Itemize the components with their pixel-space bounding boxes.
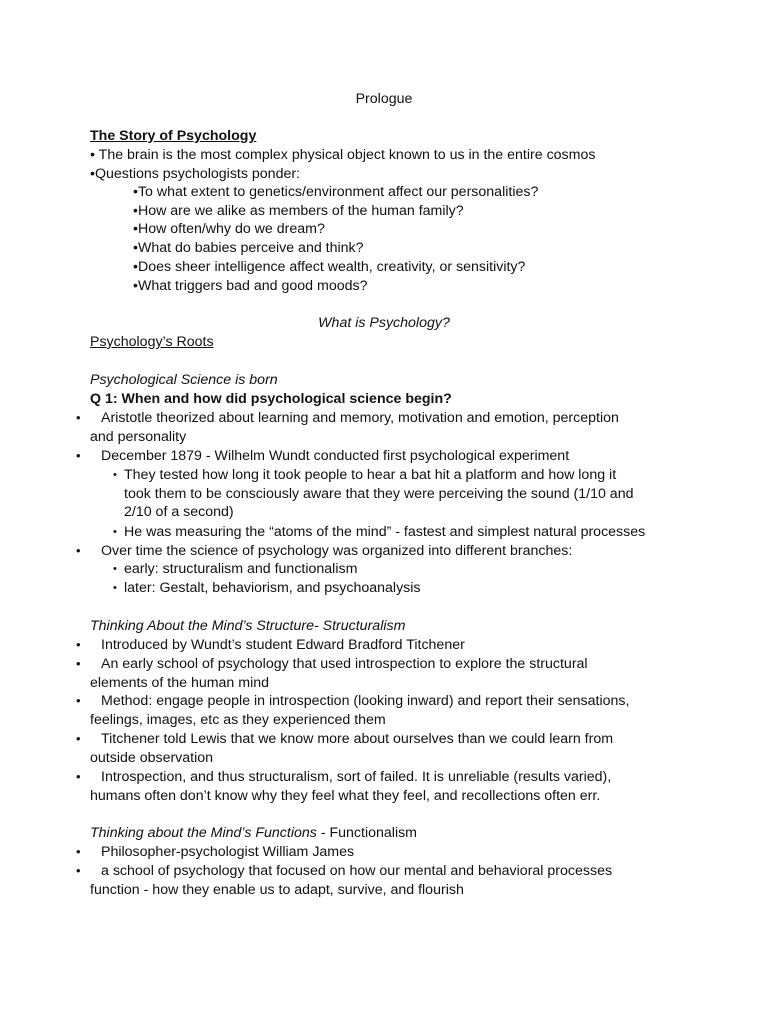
bullet-text: December 1879 - Wilhelm Wundt conducted first psychological experiment	[101, 448, 570, 464]
sub-bullet-icon: •	[113, 526, 117, 538]
question-item: •What triggers bad and good moods?	[133, 278, 368, 294]
bullet-text: Over time the science of psychology was organized into different branches:	[101, 543, 573, 559]
bullet-icon: •	[76, 543, 81, 558]
sub-bullet-text: later: Gestalt, behaviorism, and psychoanalysis	[124, 580, 421, 596]
bullet-icon: •	[76, 637, 81, 652]
bullet-text: Method: engage people in introspection (looking inward) and report their sensations,	[101, 693, 630, 709]
bullet-text-continued: and personality	[90, 429, 187, 445]
bullet-text: Aristotle theorized about learning and memory, motivation and emotion, perception	[101, 410, 619, 426]
question-item: •Does sheer intelligence affect wealth, creativity, or sensitivity?	[133, 259, 526, 275]
bullet-icon: •	[76, 656, 81, 671]
bullet-text: Introspection, and thus structuralism, sort of failed. It is unreliable (results varied),	[101, 769, 612, 785]
bullet-text-continued: function - how they enable us to adapt, survive, and flourish	[90, 882, 464, 898]
sub-bullet-icon: •	[113, 582, 117, 594]
text-line: •Questions psychologists ponder:	[90, 166, 301, 182]
bullet-icon: •	[76, 410, 81, 425]
sub-bullet-text: He was measuring the “atoms of the mind” - fastest and simplest natural processes	[124, 524, 646, 540]
sub-bullet-icon: •	[113, 563, 117, 575]
bullet-text-continued: humans often don’t know why they feel what they feel, and recollections often err.	[90, 788, 601, 804]
sub-bullet-text-continued: 2/10 of a second)	[124, 504, 234, 520]
section-heading-roots: Psychology’s Roots	[90, 334, 214, 350]
bullet-icon: •	[76, 731, 81, 746]
bullet-text: Titchener told Lewis that we know more about ourselves than we could learn from	[101, 731, 614, 747]
text-line: • The brain is the most complex physical object known to us in the entire cosmos	[90, 147, 596, 163]
functionalism-heading-plain: - Functionalism	[316, 825, 418, 841]
subsection-heading-structuralism: Thinking About the Mind’s Structure- Structuralism	[90, 618, 406, 634]
bullet-text-continued: feelings, images, etc as they experienced them	[90, 712, 386, 728]
bullet-text: An early school of psychology that used introspection to explore the structural	[101, 656, 588, 672]
bullet-text: a school of psychology that focused on how our mental and behavioral processes	[101, 863, 613, 879]
section-heading-story: The Story of Psychology	[90, 128, 257, 144]
question-heading: Q 1: When and how did psychological science begin?	[90, 391, 452, 407]
bullet-icon: •	[76, 693, 81, 708]
subsection-heading-functionalism	[90, 824, 417, 843]
subsection-heading-science-born: Psychological Science is born	[90, 372, 278, 388]
sub-bullet-icon: •	[113, 469, 117, 481]
bullet-text: Introduced by Wundt’s student Edward Bradford Titchener	[101, 637, 465, 653]
question-item: •To what extent to genetics/environment affect our personalities?	[133, 184, 539, 200]
bullet-icon: •	[76, 448, 81, 463]
bullet-icon: •	[76, 769, 81, 784]
section-heading-what-is: What is Psychology?	[318, 315, 450, 331]
sub-bullet-text-continued: took them to be consciously aware that they were perceiving the sound (1/10 and	[124, 486, 634, 502]
bullet-text-continued: outside observation	[90, 750, 214, 766]
question-item: •What do babies perceive and think?	[133, 240, 364, 256]
bullet-text: Philosopher-psychologist William James	[101, 844, 355, 860]
bullet-text-continued: elements of the human mind	[90, 675, 270, 691]
functionalism-heading-italic: Thinking about the Mind’s Functions	[90, 825, 317, 841]
sub-bullet-text: early: structuralism and functionalism	[124, 561, 358, 577]
sub-bullet-text: They tested how long it took people to hear a bat hit a platform and how long it	[124, 467, 617, 483]
question-item: •How often/why do we dream?	[133, 221, 325, 237]
bullet-icon: •	[76, 863, 81, 878]
question-item: •How are we alike as members of the human family?	[133, 203, 464, 219]
bullet-icon: •	[76, 844, 81, 859]
document-title: Prologue	[355, 91, 413, 107]
